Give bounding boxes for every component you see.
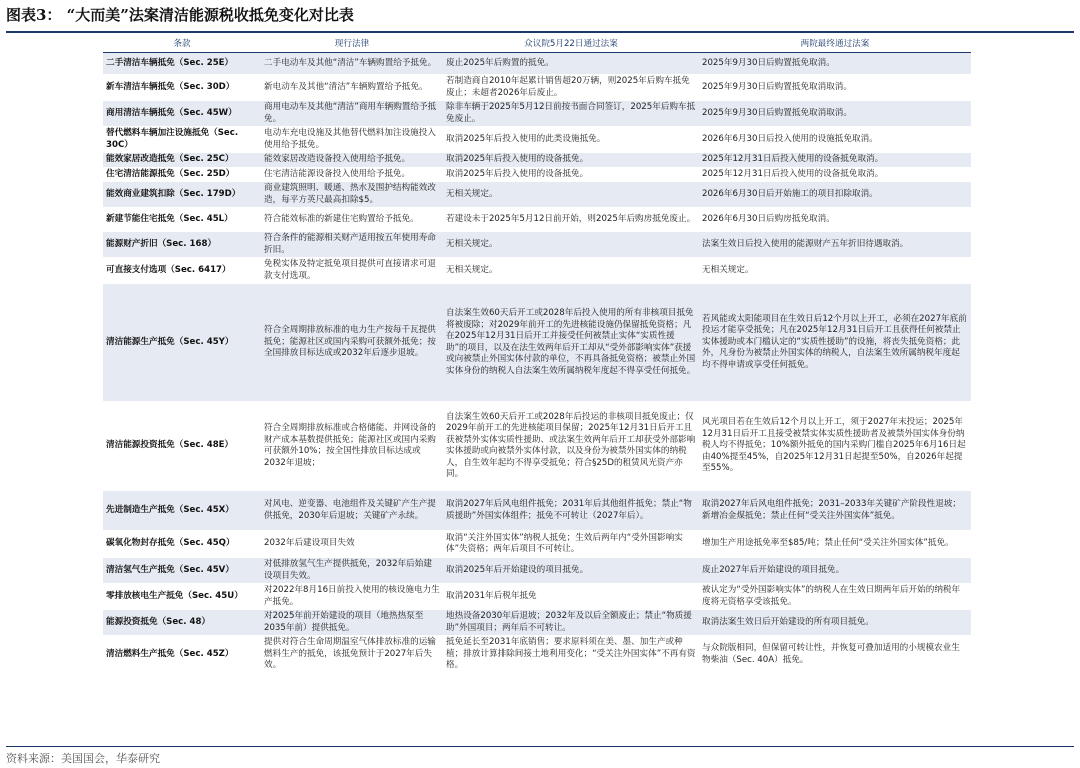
cell-final-bill: 2026年6月30日后购房抵免取消。 <box>699 208 971 232</box>
cell-clause: 可直接支付选项（Sec. 6417） <box>103 258 261 284</box>
table-row <box>103 208 971 232</box>
cell-house-bill: 废止2025年后购置的抵免。 <box>443 53 699 75</box>
cell-house-bill: 取消2025年后投入使用的设备抵免。 <box>443 167 699 182</box>
header-clause: 条款 <box>103 38 261 53</box>
cell-clause: 清洁能源生产抵免（Sec. 45Y） <box>103 284 261 402</box>
cell-final-bill: 被认定为“受外国影响实体”的纳税人在生效日期两年后开始的纳税年度将无资格享受该抵免。 <box>699 584 971 610</box>
cell-house-bill: 若制造商自2010年起累计销售超20万辆，则2025年后购车抵免废止；未超者2026年后废止。 <box>443 75 699 101</box>
cell-clause: 新车清洁车辆抵免（Sec. 30D） <box>103 75 261 101</box>
cell-final-bill: 2026年6月30日后投入使用的设施抵免取消。 <box>699 127 971 153</box>
cell-clause: 能源投资抵免（Sec. 48） <box>103 610 261 636</box>
table-row <box>103 258 971 284</box>
cell-house-bill: 取消2031年后税年抵免 <box>443 584 699 610</box>
table-row <box>103 182 971 208</box>
cell-house-bill: 除非车辆于2025年5月12日前按书面合同签订，2025年后购车抵免废止。 <box>443 101 699 127</box>
header-house-bill: 众议院5月22日通过法案 <box>443 38 699 53</box>
table-row <box>103 75 971 101</box>
cell-house-bill: 自法案生效60天后开工或2028年后投运的非核项目抵免废止；仅2029年前开工的先进核能项目保留；2025年12月31日后开工且获被禁外实体实质性援助、或法案生效两年后开工却获受外部影响实体援助或向被禁外实体付款，以及身份为被禁外国实体的纳税人，自生效年起均不得享受抵免；符合§25D的租赁风光资产亦同。 <box>443 402 699 491</box>
source-note: 资料来源：美国国会，华泰研究 <box>6 752 160 765</box>
cell-current-law: 符合全周期排放标准的电力生产按每千瓦提供抵免；能源社区或国内采购可获额外抵免；按全国排放目标达成或2032年后逐步退坡。 <box>261 284 443 402</box>
cell-final-bill: 若风能或太阳能项目在生效日后12个月以上开工，必须在2027年底前投运才能享受抵免；凡在2025年12月31日后开工且获得任何被禁止实体援助或本门槛认定的“实质性援助”的设施，将丧失抵免资格；此外，凡身份为被禁止外国实体的纳税人，自法案生效所属纳税年度起均不得申请或享受任何抵免。 <box>699 284 971 402</box>
cell-house-bill: 自法案生效60天后开工或2028年后投入使用的所有非核项目抵免将被废除；对2029年前开工的先进核能设施仍保留抵免资格；凡在2025年12月31日后开工并接受任何被禁止实体“实质性援助”的项目，以及在法生效两年后开工却从“受外部影响实体”获援或向被禁止外国实体付款的单位，不再具备抵免资格；被禁止外国实体身份的纳税人自法案生效所属纳税年度起不得享受任何抵免。 <box>443 284 699 402</box>
cell-current-law: 电动车充电设施及其他替代燃料加注设施投入使用给予抵免。 <box>261 127 443 153</box>
cell-current-law: 住宅清洁能源设备投入使用给予抵免。 <box>261 167 443 182</box>
cell-final-bill: 2025年12月31日后投入使用的设备抵免取消。 <box>699 153 971 168</box>
cell-clause: 能源财产折旧（Sec. 168） <box>103 232 261 258</box>
cell-clause: 住宅清洁能源抵免（Sec. 25D） <box>103 167 261 182</box>
cell-house-bill: 地热设备2030年后退坡；2032年及以后全额废止；禁止“物质援助”外国项目；两年后不可转让。 <box>443 610 699 636</box>
table-row <box>103 402 971 491</box>
header-current-law: 现行法律 <box>261 38 443 53</box>
cell-house-bill: 取消2025年后投入使用的此类设施抵免。 <box>443 127 699 153</box>
header-final-bill: 两院最终通过法案 <box>699 38 971 53</box>
table-body <box>103 53 971 674</box>
cell-current-law: 对风电、逆变器、电池组件及关键矿产生产提供抵免，2030年后退坡；关键矿产永续。 <box>261 491 443 531</box>
cell-house-bill: 取消“关注外国实体”纳税人抵免；生效后两年内“受外国影响实体”失资格；两年后项目不可转让。 <box>443 531 699 558</box>
cell-clause: 二手清洁车辆抵免（Sec. 25E） <box>103 53 261 75</box>
table-row <box>103 101 971 127</box>
cell-final-bill: 与众院版相同，但保留可转让性，并恢复可叠加适用的小规模农业生物柴油（Sec. 40A）抵免。 <box>699 636 971 674</box>
title-divider <box>6 31 1074 33</box>
table-row <box>103 491 971 531</box>
cell-house-bill: 无相关规定。 <box>443 258 699 284</box>
cell-current-law: 商业建筑照明、暖通、热水及围护结构能效改造，每平方英尺最高扣除$5。 <box>261 182 443 208</box>
comparison-table <box>103 38 971 674</box>
cell-current-law: 二手电动车及其他“清洁”车辆购置给予抵免。 <box>261 53 443 75</box>
table-row <box>103 284 971 402</box>
cell-current-law: 新电动车及其他“清洁”车辆购置给予抵免。 <box>261 75 443 101</box>
cell-final-bill: 废止2027年后开始建设的项目抵免。 <box>699 558 971 584</box>
table-row <box>103 232 971 258</box>
table-row <box>103 167 971 182</box>
cell-final-bill: 无相关规定。 <box>699 258 971 284</box>
cell-current-law: 商用电动车及其他“清洁”商用车辆购置给予抵免。 <box>261 101 443 127</box>
cell-final-bill: 2025年9月30日后购置抵免取消取消。 <box>699 75 971 101</box>
table-row <box>103 127 971 153</box>
cell-clause: 新建节能住宅抵免（Sec. 45L） <box>103 208 261 232</box>
cell-current-law: 符合条件的能源相关财产适用按五年使用寿命折旧。 <box>261 232 443 258</box>
cell-final-bill: 取消法案生效日后开始建设的所有项目抵免。 <box>699 610 971 636</box>
cell-final-bill: 风光项目若在生效后12个月以上开工，须于2027年末投运；2025年12月31日后开工且接受被禁实体实质性援助者及被禁外国实体身份纳税人均不得抵免；10%额外抵免的国内采购门槛自2025年6月16日起由40%提至45%，自2025年12月31日起提至50%，自2026年起提至55%。 <box>699 402 971 491</box>
table-row <box>103 53 971 75</box>
cell-house-bill: 抵免延长至2031年底销售；要求原料须在美、墨、加生产或种植；排放计算排除间接土地利用变化；“受关注外国实体”不再有资格。 <box>443 636 699 674</box>
cell-clause: 清洁燃料生产抵免（Sec. 45Z） <box>103 636 261 674</box>
cell-clause: 能效商业建筑扣除（Sec. 179D） <box>103 182 261 208</box>
cell-final-bill: 2026年6月30日后开始施工的项目扣除取消。 <box>699 182 971 208</box>
cell-current-law: 符合全周期排放标准或合格储能、并网设备的财产成本基数提供抵免；能源社区或国内采购可获额外10%；按全国性排放目标达成或2032年退坡； <box>261 402 443 491</box>
cell-final-bill: 法案生效日后投入使用的能源财产五年折旧待遇取消。 <box>699 232 971 258</box>
cell-clause: 清洁氢气生产抵免（Sec. 45V） <box>103 558 261 584</box>
cell-final-bill: 2025年9月30日后购置抵免取消。 <box>699 53 971 75</box>
cell-clause: 能效家居改造抵免（Sec. 25C） <box>103 153 261 168</box>
cell-final-bill: 2025年12月31日后投入使用的设备抵免取消。 <box>699 167 971 182</box>
cell-final-bill: 2025年9月30日后购置抵免取消取消。 <box>699 101 971 127</box>
cell-clause: 替代燃料车辆加注设施抵免（Sec. 30C） <box>103 127 261 153</box>
cell-house-bill: 取消2025年后开始建设的项目抵免。 <box>443 558 699 584</box>
cell-house-bill: 取消2027年后风电组件抵免；2031年后其他组件抵免；禁止“物质援助”外国实体组件；抵免不可转让（2027年后）。 <box>443 491 699 531</box>
cell-current-law: 对2022年8月16日前投入使用的核设施电力生产抵免。 <box>261 584 443 610</box>
cell-house-bill: 无相关规定。 <box>443 182 699 208</box>
cell-house-bill: 取消2025年后投入使用的设备抵免。 <box>443 153 699 168</box>
cell-current-law: 符合能效标准的新建住宅购置给予抵免。 <box>261 208 443 232</box>
cell-final-bill: 取消2027年后风电组件抵免；2031–2033年关键矿产阶段性退坡；新增冶金煤抵免；禁止任何“受关注外国实体”抵免。 <box>699 491 971 531</box>
table-row <box>103 153 971 168</box>
cell-current-law: 免税实体及特定抵免项目提供可直接请求可退款支付选项。 <box>261 258 443 284</box>
table-row <box>103 531 971 558</box>
cell-current-law: 能效家居改造设备投入使用给予抵免。 <box>261 153 443 168</box>
figure-title: 图表3： “大而美”法案清洁能源税收抵免变化对比表 <box>6 6 354 24</box>
source-divider <box>6 746 1074 747</box>
cell-clause: 先进制造生产抵免（Sec. 45X） <box>103 491 261 531</box>
table-row <box>103 558 971 584</box>
cell-house-bill: 若建设未于2025年5月12日前开始，则2025年后购房抵免废止。 <box>443 208 699 232</box>
cell-clause: 清洁能源投资抵免（Sec. 48E） <box>103 402 261 491</box>
cell-clause: 商用清洁车辆抵免（Sec. 45W） <box>103 101 261 127</box>
table-row <box>103 584 971 610</box>
table-row <box>103 610 971 636</box>
cell-current-law: 2032年后建设项目失效 <box>261 531 443 558</box>
cell-house-bill: 无相关规定。 <box>443 232 699 258</box>
cell-current-law: 提供对符合生命周期温室气体排放标准的运输燃料生产的抵免，该抵免预计于2027年后失效。 <box>261 636 443 674</box>
table-row <box>103 636 971 674</box>
cell-clause: 零排放核电生产抵免（Sec. 45U） <box>103 584 261 610</box>
cell-current-law: 对低排放氢气生产提供抵免，2032年后始建设项目失效。 <box>261 558 443 584</box>
table-header-row <box>103 38 971 53</box>
cell-final-bill: 增加生产用途抵免率至$85/吨；禁止任何“受关注外国实体”抵免。 <box>699 531 971 558</box>
cell-clause: 碳氧化物封存抵免（Sec. 45Q） <box>103 531 261 558</box>
cell-current-law: 对2025年前开始建设的项目（地热热泵至2035年前）提供抵免。 <box>261 610 443 636</box>
